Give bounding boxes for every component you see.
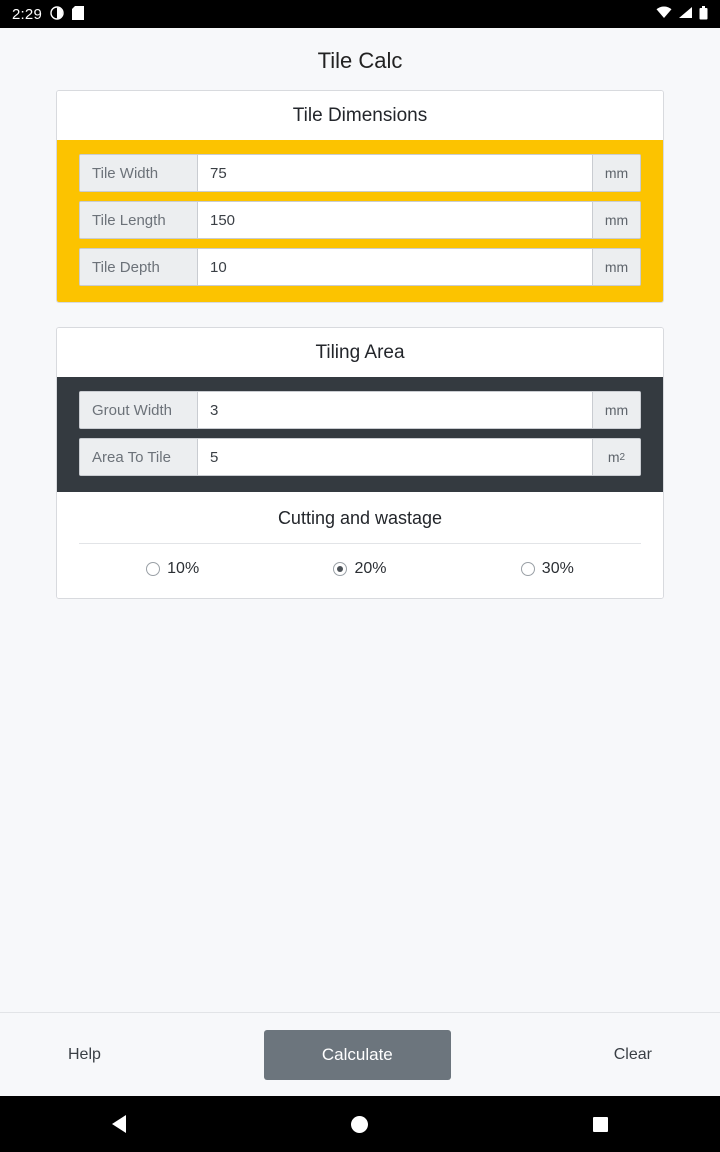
tile-dimensions-header: Tile Dimensions bbox=[57, 91, 663, 140]
area-to-tile-row[interactable] bbox=[79, 438, 641, 476]
wastage-section bbox=[57, 492, 663, 598]
tile-dimensions-card bbox=[56, 90, 664, 303]
status-bar bbox=[0, 0, 720, 28]
wifi-icon bbox=[656, 6, 672, 22]
tile-width-label: Tile Width bbox=[80, 155, 198, 191]
radio-icon-20[interactable] bbox=[333, 562, 347, 576]
back-icon[interactable] bbox=[112, 1115, 126, 1133]
tile-dimensions-panel bbox=[57, 140, 663, 302]
tiling-area-card bbox=[56, 327, 664, 599]
tile-width-input[interactable] bbox=[198, 155, 592, 191]
area-to-tile-input[interactable] bbox=[198, 439, 592, 475]
area-to-tile-unit bbox=[592, 439, 640, 475]
wastage-option-30-label: 30% bbox=[541, 560, 574, 577]
status-bar-left bbox=[12, 6, 84, 23]
radio-icon-10[interactable] bbox=[146, 562, 160, 576]
brightness-icon bbox=[50, 6, 64, 23]
tiling-area-panel bbox=[57, 377, 663, 492]
area-unit-exponent: 2 bbox=[619, 451, 626, 463]
tile-width-unit: mm bbox=[592, 155, 640, 191]
tile-depth-unit: mm bbox=[592, 249, 640, 285]
wastage-option-30[interactable] bbox=[521, 560, 574, 578]
grout-width-unit: mm bbox=[592, 392, 640, 428]
tile-length-label: Tile Length bbox=[80, 202, 198, 238]
area-unit-text: m bbox=[607, 449, 620, 465]
status-bar-right bbox=[656, 6, 708, 23]
tiling-area-header: Tiling Area bbox=[57, 328, 663, 377]
tile-depth-label: Tile Depth bbox=[80, 249, 198, 285]
grout-width-input[interactable] bbox=[198, 392, 592, 428]
tile-length-input[interactable] bbox=[198, 202, 592, 238]
recents-icon[interactable] bbox=[593, 1117, 608, 1132]
tile-depth-input[interactable] bbox=[198, 249, 592, 285]
signal-icon bbox=[678, 6, 693, 22]
android-nav-bar bbox=[0, 1096, 720, 1152]
status-clock: 2:29 bbox=[12, 5, 42, 23]
tile-length-unit: mm bbox=[592, 202, 640, 238]
wastage-option-20-label: 20% bbox=[354, 560, 387, 577]
battery-icon bbox=[699, 6, 708, 23]
radio-icon-30[interactable] bbox=[521, 562, 535, 576]
help-button[interactable]: Help bbox=[48, 1034, 121, 1076]
main-content bbox=[0, 28, 720, 1012]
sdcard-icon bbox=[72, 6, 84, 23]
page-title: Tile Calc bbox=[317, 48, 403, 73]
tile-depth-row[interactable] bbox=[79, 248, 641, 286]
wastage-title: Cutting and wastage bbox=[79, 508, 641, 544]
area-to-tile-label: Area To Tile bbox=[80, 439, 198, 475]
bottom-action-bar bbox=[0, 1012, 720, 1096]
wastage-option-10-label: 10% bbox=[167, 560, 200, 577]
grout-width-row[interactable] bbox=[79, 391, 641, 429]
calculate-button[interactable]: Calculate bbox=[264, 1030, 451, 1080]
home-icon[interactable] bbox=[351, 1116, 368, 1133]
grout-width-label: Grout Width bbox=[80, 392, 198, 428]
clear-button[interactable]: Clear bbox=[594, 1034, 672, 1076]
tile-width-row[interactable] bbox=[79, 154, 641, 192]
wastage-option-20[interactable] bbox=[333, 560, 386, 578]
wastage-option-10[interactable] bbox=[146, 560, 199, 578]
wastage-radio-group bbox=[79, 560, 641, 578]
tile-length-row[interactable] bbox=[79, 201, 641, 239]
